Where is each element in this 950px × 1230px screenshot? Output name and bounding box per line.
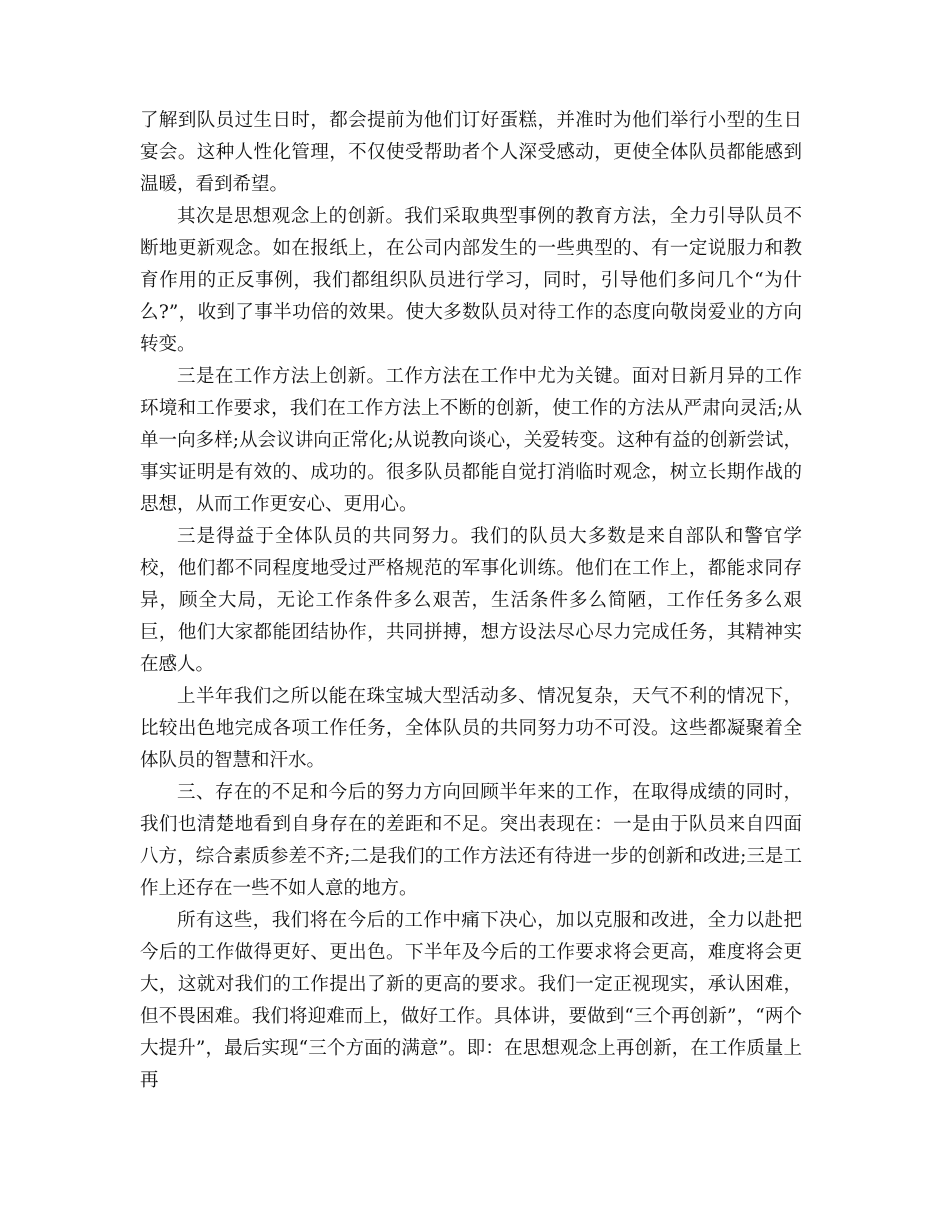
paragraph-3: 三是在工作方法上创新。工作方法在工作中尤为关键。面对日新月异的工作环境和工作要求，我们在工作方法上不断的创新，使工作的方法从严肃向灵活;从单一向多样;从会议讲向正常化;从说教向谈心，关爱转变。这种有益的创新尝试，事实证明是有效的、成功的。很多队员都能自觉打消临时观念，树立长期作战的思想，从而工作更安心、更用心。 (140, 366, 802, 515)
paragraph-1: 了解到队员过生日时，都会提前为他们订好蛋糕，并准时为他们举行小型的生日宴会。这种人性化管理，不仅使受帮助者个人深受感动，更使全体队员都能感到温暖，看到希望。 (140, 110, 802, 195)
paragraph-6: 三、存在的不足和今后的努力方向回顾半年来的工作，在取得成绩的同时，我们也清楚地看到自身存在的差距和不足。突出表现在：一是由于队员来自四面八方，综合素质参差不齐;二是我们的工作方法还有待进一步的创新和改进;三是工作上还存在一些不如人意的地方。 (140, 782, 802, 899)
document-page (140, 105, 802, 1097)
paragraph-5: 上半年我们之所以能在珠宝城大型活动多、情况复杂，天气不利的情况下，比较出色地完成各项工作任务，全体队员的共同努力功不可没。这些都凝聚着全体队员的智慧和汗水。 (140, 686, 802, 771)
paragraph-4: 三是得益于全体队员的共同努力。我们的队员大多数是来自部队和警官学校，他们都不同程度地受过严格规范的军事化训练。他们在工作上，都能求同存异，顾全大局，无论工作条件多么艰苦，生活条件多么简陋，工作任务多么艰巨，他们大家都能团结协作，共同拼搏，想方设法尽心尽力完成任务，其精神实在感人。 (140, 526, 802, 675)
paragraph-7: 所有这些，我们将在今后的工作中痛下决心，加以克服和改进，全力以赴把今后的工作做得更好、更出色。下半年及今后的工作要求将会更高，难度将会更大，这就对我们的工作提出了新的更高的要求。我们一定正视现实，承认困难，但不畏困难。我们将迎难而上，做好工作。具体讲，要做到“三个再创新”，“两个大提升”，最后实现“三个方面的满意”。即：在思想观念上再创新，在工作质量上再 (140, 910, 802, 1091)
paragraph-2: 其次是思想观念上的创新。我们采取典型事例的教育方法，全力引导队员不断地更新观念。如在报纸上，在公司内部发生的一些典型的、有一定说服力和教育作用的正反事例，我们都组织队员进行学习，同时，引导他们多问几个“为什么?”，收到了事半功倍的效果。使大多数队员对待工作的态度向敬岗爱业的方向转变。 (140, 206, 802, 355)
